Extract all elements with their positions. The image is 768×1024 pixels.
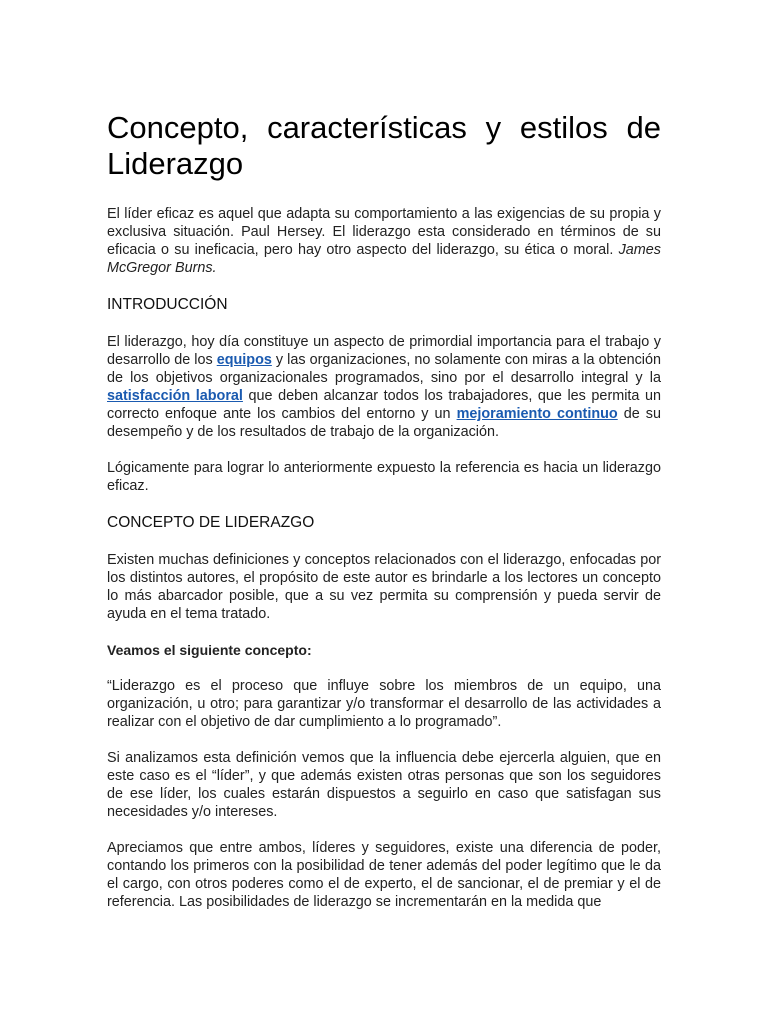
- concept-definition-quote: “Liderazgo es el proceso que influye sobre los miembros de un equipo, una organización, u otro; para garantizar y/o transformar el desarrollo de las actividades a realizar con el objetivo de dar cumplimiento a lo programado”.: [107, 678, 661, 730]
- concept-paragraph-3: Si analizamos esta definición vemos que la influencia debe ejercerla alguien, que en este caso es el “líder”, y que además existen otras personas que son los seguidores de ese líder, los cuales estarán dispuestos a seguirlo en caso que satisfagan sus necesidades y/o intereses.: [107, 750, 661, 820]
- link-equipos[interactable]: equipos: [216, 352, 272, 368]
- section-heading-concepto: CONCEPTO DE LIDERAZGO: [107, 514, 315, 531]
- link-mejoramiento-continuo[interactable]: mejoramiento continuo: [456, 406, 618, 422]
- intro-p1-text-3: que deben alcanzar todos los trabajadores, que les permita un correcto enfoque ante los cambios del entorno y un: [107, 388, 661, 422]
- intro-p1-text-4: de su desempeño y de los resultados de trabajo de la organización.: [107, 406, 662, 440]
- link-satisfaccion-laboral[interactable]: satisfacción laboral: [107, 388, 243, 404]
- page-title: Concepto, características y estilos de Liderazgo: [107, 110, 661, 181]
- intro-p1-text-1: El liderazgo, hoy día constituye un aspecto de primordial importancia para el trabajo y desarrollo de los: [107, 334, 661, 368]
- concept-paragraph-4: Apreciamos que entre ambos, líderes y seguidores, existe una diferencia de poder, contando los primeros con la posibilidad de tener además del poder legítimo que le da el cargo, con otros poderes como el de experto, el de sancionar, el de premiar y el de referencia. Las posibilidades de liderazgo se incrementarán en la medida que: [107, 840, 661, 910]
- quote-author: James McGregor Burns.: [107, 242, 661, 276]
- intro-paragraph-1: [107, 333, 661, 441]
- intro-quote-text: El líder eficaz es aquel que adapta su comportamiento a las exigencias de su propia y exclusiva situación. Paul Hersey. El liderazgo esta considerado en términos de su eficacia o su ineficacia, pero hay otro aspecto del liderazgo, su ética o moral.: [107, 206, 661, 258]
- intro-p1-text-2: y las organizaciones, no solamente con miras a la obtención de los objetivos organizacionales programados, sino por el desarrollo integral y la: [107, 352, 662, 386]
- intro-paragraph-2: Lógicamente para lograr lo anteriormente expuesto la referencia es hacia un liderazgo eficaz.: [107, 460, 661, 494]
- intro-quote-paragraph: [107, 205, 661, 277]
- concept-subheading: Veamos el siguiente concepto:: [107, 642, 312, 658]
- section-heading-introduccion: INTRODUCCIÓN: [107, 296, 228, 313]
- concept-paragraph-1: Existen muchas definiciones y conceptos relacionados con el liderazgo, enfocadas por los distintos autores, el propósito de este autor es brindarle a los lectores un concepto lo más abarcador posible, que a su vez permita su comprensión y pueda servir de ayuda en el tema tratado.: [107, 552, 661, 622]
